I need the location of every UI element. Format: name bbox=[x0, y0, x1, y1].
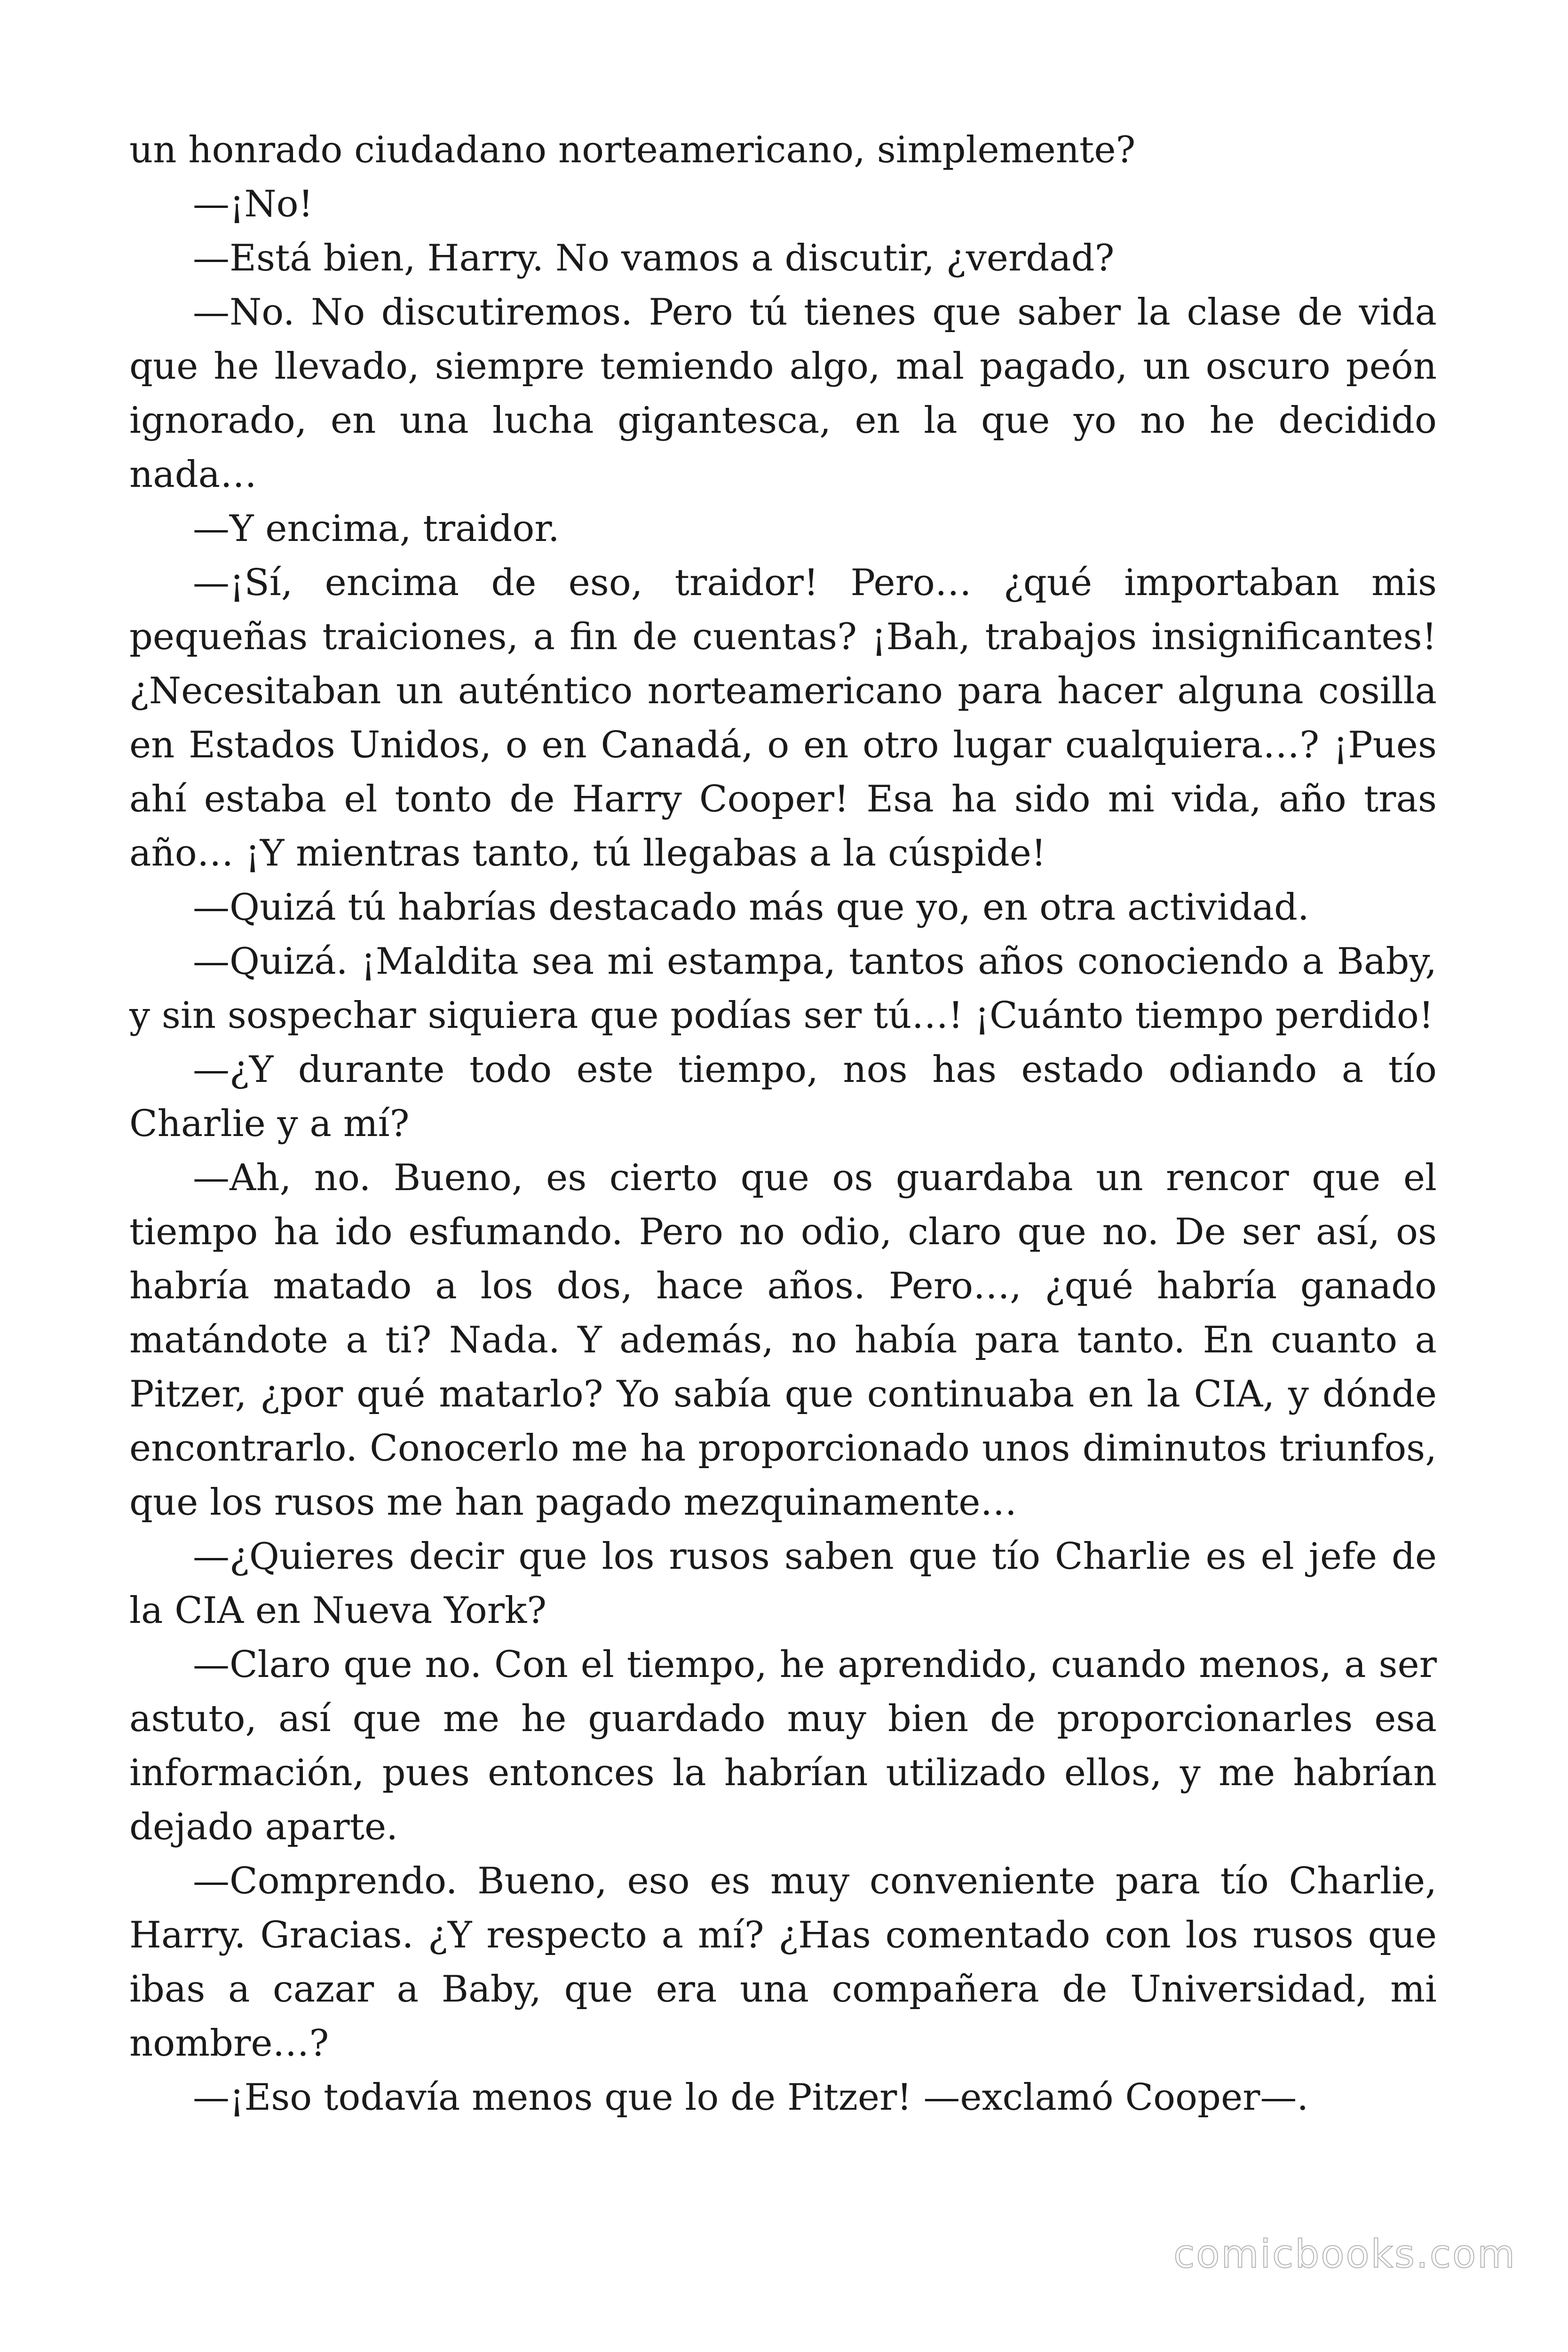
watermark: comicbooks.com bbox=[1173, 2232, 1516, 2277]
paragraph: —Ah, no. Bueno, es cierto que os guardaba un rencor que el tiempo ha ido esfumando. Pero no odio, claro que no. De ser así, os habría matado a los dos, hace años. Pero…, ¿qué habría ganado matándote a ti? Nada. Y además, no había para tanto. En cuanto a Pitzer, ¿por qué matarlo? Yo sabía que continuaba en la CIA, y dónde encontrarlo. Conocerlo me ha proporcionado unos diminutos triunfos, que los rusos me han pagado mezquinamente… bbox=[129, 1157, 1437, 1524]
paragraph: —¡No! bbox=[193, 183, 313, 225]
paragraph: —¿Y durante todo este tiempo, nos has estado odiando a tío Charlie y a mí? bbox=[129, 1049, 1437, 1145]
paragraph: —Comprendo. Bueno, eso es muy conveniente para tío Charlie, Harry. Gracias. ¿Y respecto a mí? ¿Has comentado con los rusos que ibas a cazar a Baby, que era una compañera de Universidad, mi nombre…? bbox=[129, 1860, 1437, 2065]
paragraph: —No. No discutiremos. Pero tú tienes que saber la clase de vida que he llevado, siempre temiendo algo, mal pagado, un oscuro peón ignorado, en una lucha gigantesca, en la que yo no he decidido nada… bbox=[129, 291, 1437, 496]
paragraph: —¿Quieres decir que los rusos saben que tío Charlie es el jefe de la CIA en Nueva York? bbox=[129, 1535, 1437, 1632]
paragraph: —¡Sí, encima de eso, traidor! Pero… ¿qué importaban mis pequeñas traiciones, a fin de cuentas? ¡Bah, trabajos insignificantes! ¿Necesitaban un auténtico norteamericano para hacer alguna cosilla en Estados Unidos, o en Canadá, o en otro lugar cualquiera…? ¡Pues ahí estaba el tonto de Harry Cooper! Esa ha sido mi vida, año tras año… ¡Y mientras tanto, tú llegabas a la cúspide! bbox=[129, 562, 1437, 874]
paragraph: —Claro que no. Con el tiempo, he aprendido, cuando menos, a ser astuto, así que me he guardado muy bien de proporcionarles esa información, pues entonces la habrían utilizado ellos, y me habrían dejado aparte. bbox=[129, 1644, 1437, 1848]
body-text bbox=[129, 123, 1437, 2125]
paragraph: —¡Eso todavía menos que lo de Pitzer! —exclamó Cooper—. bbox=[193, 2076, 1309, 2119]
paragraph: —Está bien, Harry. No vamos a discutir, ¿verdad? bbox=[193, 237, 1115, 279]
paragraph: un honrado ciudadano norteamericano, simplemente? bbox=[129, 129, 1136, 171]
paragraph: —Y encima, traidor. bbox=[193, 508, 560, 550]
paragraph: —Quizá. ¡Maldita sea mi estampa, tantos años conociendo a Baby, y sin sospechar siquiera que podías ser tú…! ¡Cuánto tiempo perdido! bbox=[129, 940, 1437, 1037]
paragraph: —Quizá tú habrías destacado más que yo, en otra actividad. bbox=[193, 886, 1309, 929]
